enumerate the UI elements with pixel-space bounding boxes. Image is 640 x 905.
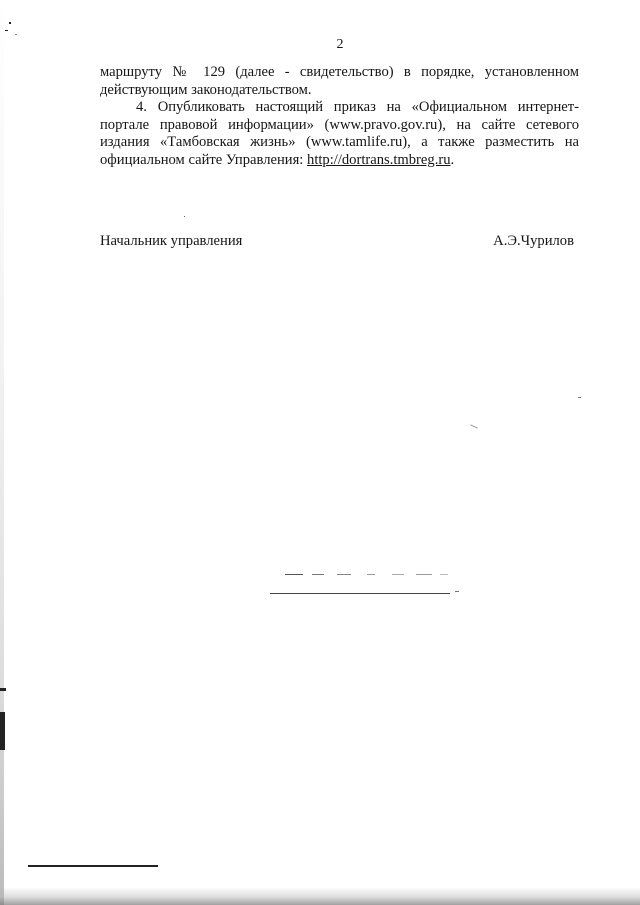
scan-speck	[5, 30, 8, 31]
scan-left-edge	[0, 0, 4, 905]
scan-line	[28, 865, 158, 867]
scan-speck	[578, 397, 581, 398]
scan-dash-row	[440, 574, 448, 575]
scan-speck	[15, 34, 17, 35]
scan-dash-row	[367, 574, 375, 575]
scan-edge-mark	[0, 688, 6, 691]
scan-line	[270, 593, 450, 594]
paragraph-publication-text: 4. Опубликовать настоящий приказ на «Официальном интернет-портале правовой информации» (www.pravo.gov.ru), на сайте сетевого издания «Тамбовская жизнь» (www.tamlife.ru), а также разместить на официальном сайте Управления:	[100, 99, 579, 168]
scan-speck	[9, 22, 11, 24]
scan-dash-row	[285, 574, 303, 575]
scan-dash-row	[312, 574, 324, 575]
scan-dash-row	[337, 574, 351, 575]
scan-speck	[455, 591, 459, 592]
document-body	[100, 64, 579, 169]
scan-bottom-edge	[0, 887, 640, 905]
scan-speck	[184, 216, 185, 217]
page-number: 2	[336, 37, 344, 52]
paragraph-continuation: маршруту № 129 (далее - свидетельство) в порядке, установленном действующим законодательством.	[100, 64, 579, 98]
signatory-name: А.Э.Чурилов	[493, 233, 574, 249]
paragraph-publication	[100, 99, 579, 169]
signatory-title: Начальник управления	[100, 233, 243, 249]
scan-speck	[470, 424, 478, 428]
website-link[interactable]: http://dortrans.tmbreg.ru	[307, 151, 451, 168]
scan-edge-mark	[0, 712, 5, 750]
scan-dash-row	[416, 574, 432, 575]
scan-dash-row	[392, 574, 404, 575]
paragraph-publication-end: .	[450, 151, 455, 168]
